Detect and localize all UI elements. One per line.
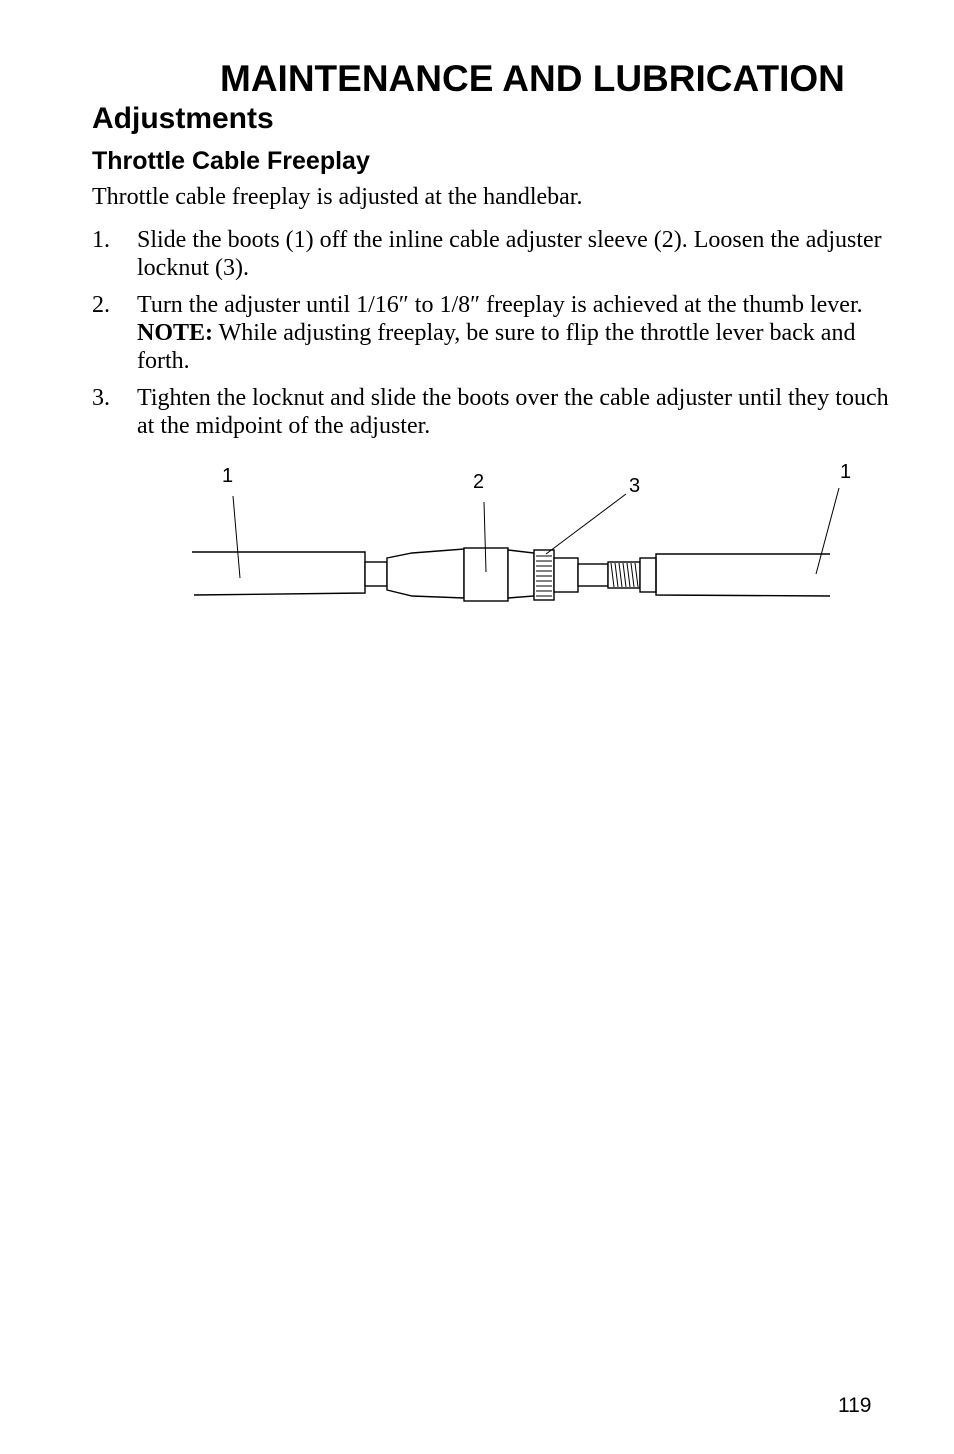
step-2 (92, 291, 892, 375)
step-1 (92, 226, 892, 282)
section-title: Adjustments (92, 102, 274, 135)
callout-locknut: 3 (629, 475, 641, 497)
left-cable-end (365, 562, 387, 586)
callout-boot-left: 1 (222, 465, 234, 487)
leader-line-boot-left (233, 496, 240, 578)
step-number: 2. (92, 292, 110, 318)
sleeve-taper (387, 549, 464, 598)
step-3 (92, 384, 892, 440)
threaded-adjuster (578, 564, 608, 586)
subsection-title: Throttle Cable Freeplay (92, 147, 370, 175)
adjuster-locknut (534, 550, 554, 600)
step-text: Slide the boots (1) off the inline cable adjuster sleeve (2). Loosen the adjuster locknut (3). (137, 227, 882, 281)
step-text: Turn the adjuster until 1/16″ to 1/8″ freeplay is achieved at the thumb lever. (137, 292, 863, 318)
step-number: 1. (92, 227, 110, 253)
callout-sleeve: 2 (473, 471, 485, 493)
right-boot-collar (640, 558, 656, 592)
cable-adjuster-illustration (180, 450, 860, 620)
leader-line-locknut (546, 494, 626, 554)
sleeve-collar (508, 550, 534, 598)
callout-boot-right: 1 (840, 461, 852, 483)
cable-adjuster-drawing (180, 450, 860, 620)
left-boot (192, 552, 365, 595)
adjustment-steps (92, 226, 892, 449)
intro-paragraph: Throttle cable freeplay is adjusted at the handlebar. (92, 184, 583, 210)
leader-line-boot-right (816, 488, 839, 574)
step-text: Tighten the locknut and slide the boots over the cable adjuster until they touch at the midpoint of the adjuster. (137, 385, 889, 439)
step-number: 3. (92, 385, 110, 411)
right-boot (656, 554, 830, 596)
note-label: NOTE: (137, 320, 214, 346)
page-number: 119 (838, 1394, 872, 1417)
step-text-note: While adjusting freeplay, be sure to flip the throttle lever back and forth. (137, 320, 856, 374)
adjuster-body (554, 558, 578, 592)
chapter-title: MAINTENANCE AND LUBRICATION (220, 58, 845, 99)
